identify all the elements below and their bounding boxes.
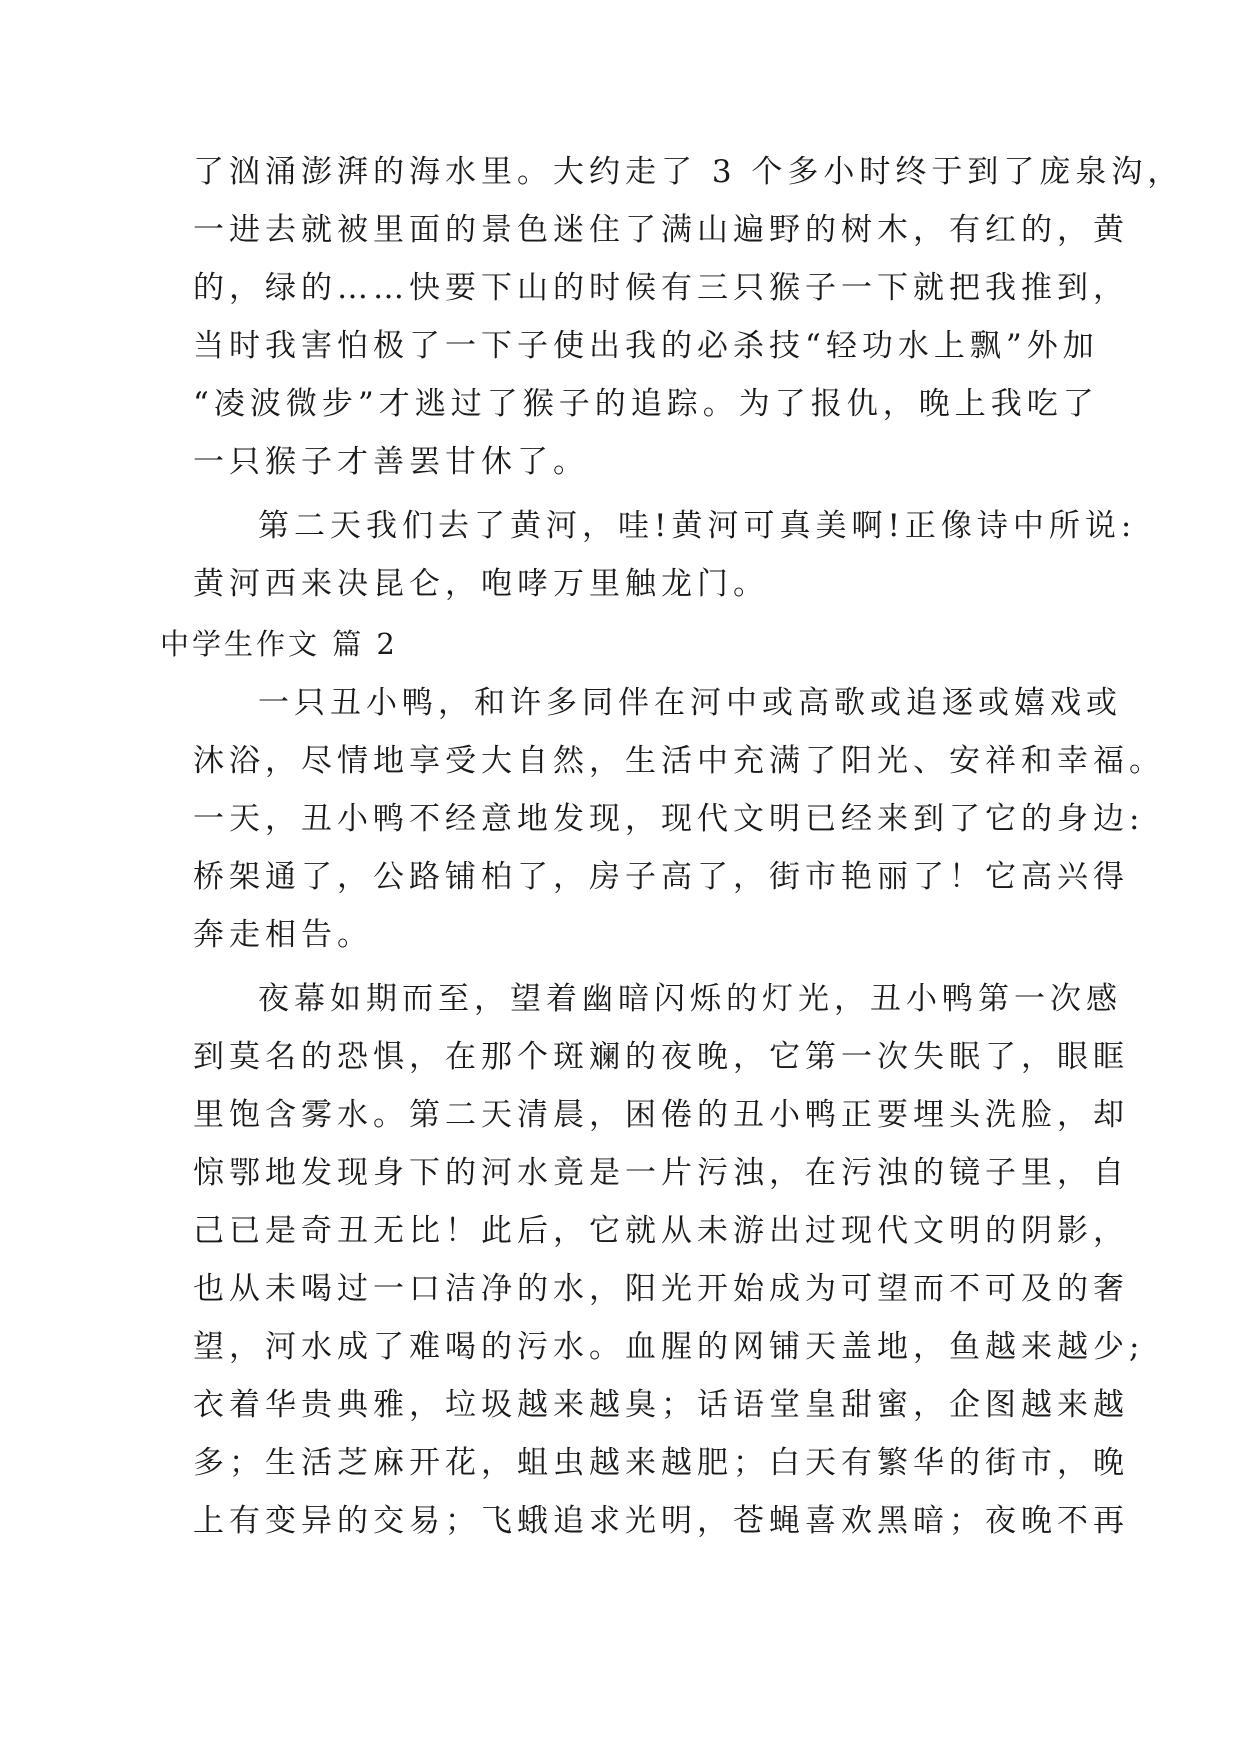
text-line: 当时我害怕极了一下子使出我的必杀技“轻功水上飘”外加 [193,328,1099,364]
text-line: 己已是奇丑无比！此后，它就从未游出过现代文明的阴影， [193,1213,1129,1249]
text-line: 第二天我们去了黄河，哇!黄河可真美啊!正像诗中所说: [258,508,1137,544]
text-line: 多；生活芝麻开花，蛆虫越来越肥；白天有繁华的街市，晚 [193,1445,1129,1481]
text-line: 奔走相告。 [193,917,373,953]
text-line: 了汹涌澎湃的海水里。大约走了 3 个多小时终于到了庞泉沟， [193,154,1184,190]
text-line: 到莫名的恐惧，在那个斑斓的夜晚，它第一次失眠了，眼眶 [193,1039,1129,1075]
text-line: 的，绿的……快要下山的时候有三只猴子一下就把我推到， [193,270,1129,306]
text-line: 一只丑小鸭，和许多同伴在河中或高歌或追逐或嬉戏或 [258,685,1122,721]
text-line: 上有变异的交易；飞蛾追求光明，苍蝇喜欢黑暗；夜晚不再 [193,1503,1129,1539]
text-line: 惊鄂地发现身下的河水竟是一片污浊，在污浊的镜子里，自 [193,1155,1129,1191]
text-line: 沐浴，尽情地享受大自然，生活中充满了阳光、安祥和幸福。 [193,743,1165,779]
section-heading: 中学生作文 篇 2 [160,627,398,661]
text-line: 也从未喝过一口洁净的水，阳光开始成为可望而不可及的奢 [193,1271,1129,1307]
text-line: 桥架通了，公路铺柏了，房子高了，街市艳丽了！它高兴得 [193,859,1129,895]
text-line: 里饱含雾水。第二天清晨，困倦的丑小鸭正要埋头洗脸，却 [193,1097,1129,1133]
text-line: 黄河西来决昆仑，咆哮万里触龙门。 [193,566,769,602]
text-line: 望，河水成了难喝的污水。血腥的网铺天盖地，鱼越来越少; [193,1329,1145,1365]
text-line: 夜幕如期而至，望着幽暗闪烁的灯光，丑小鸭第一次感 [258,981,1122,1017]
text-line: 衣着华贵典雅，垃圾越来越臭；话语堂皇甜蜜，企图越来越 [193,1387,1129,1423]
text-line: 一进去就被里面的景色迷住了满山遍野的树木，有红的，黄 [193,212,1129,248]
text-line: “凌波微步”才逃过了猴子的追踪。为了报仇，晚上我吃了 [193,386,1099,422]
text-line: 一只猴子才善罢甘休了。 [193,444,589,480]
text-line: 一天，丑小鸭不经意地发现，现代文明已经来到了它的身边: [193,801,1145,837]
